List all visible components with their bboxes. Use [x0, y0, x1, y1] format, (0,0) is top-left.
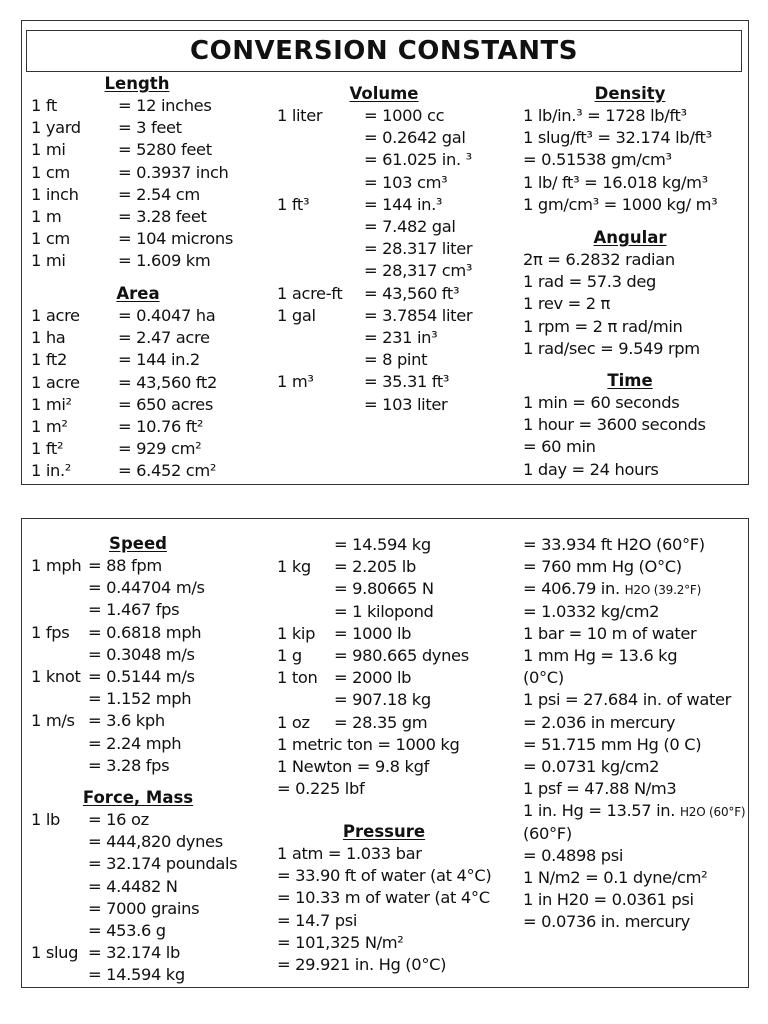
area-row-key: 1 ft² [31, 439, 64, 459]
angular-line: 2π = 6.2832 radian [523, 250, 675, 269]
length-row-value: = 104 microns [118, 229, 233, 249]
force-mass-row-value: = 444,820 dynes [88, 832, 223, 852]
length-row-value: = 3 feet [118, 118, 182, 138]
pressure-right-line: = 1.0332 kg/cm2 [523, 601, 660, 621]
area-row-key: 1 m² [31, 417, 68, 436]
pressure-right-line: (0°C) [523, 668, 564, 688]
force-mass-row-value: = 7000 grains [88, 898, 200, 918]
volume-row-key: 1 m³ [277, 372, 314, 392]
volume-row-value: = 28,317 cm³ [364, 261, 473, 281]
area-row-value: = 43,560 ft2 [118, 372, 217, 392]
mass-row-key: 1 kip [277, 623, 316, 643]
mass-row-key: 1 ton [277, 668, 318, 688]
page-title: CONVERSION CONSTANTS [26, 30, 742, 72]
area-row-key: 1 in.² [31, 461, 71, 481]
volume-row-value: = 61.025 in. ³ [364, 150, 472, 170]
mass-line: = 0.225 lbf [277, 779, 365, 799]
length-heading: Length [104, 74, 170, 93]
pressure-right-line: = 0.0731 kg/cm2 [523, 757, 660, 776]
mass-line: 1 metric ton = 1000 kg [277, 734, 460, 754]
volume-row-key: 1 liter [277, 106, 323, 125]
area-row-key: 1 ha [31, 328, 66, 348]
length-row-value: = 2.54 cm [118, 184, 200, 204]
angular-line: 1 rev = 2 π [523, 294, 611, 314]
h2o-60f-note: H2O (60°F) [679, 805, 746, 820]
speed-row-key: 1 fps [31, 622, 70, 642]
pressure-right-line: = 2.036 in mercury [523, 712, 676, 732]
length-row-key: 1 inch [31, 184, 79, 204]
volume-row-value: = 8 pint [364, 350, 428, 370]
time-line: = 60 min [523, 437, 596, 457]
length-row-value: = 3.28 feet [118, 207, 207, 226]
force-mass-row-value: = 16 oz [88, 810, 149, 829]
volume-row-value: = 144 in.³ [364, 194, 443, 214]
density-heading: Density [594, 84, 666, 103]
pressure-line: = 29.921 in. Hg (0°C) [277, 955, 447, 974]
density-line: 1 lb/ ft³ = 16.018 kg/m³ [523, 172, 708, 192]
pressure-right-line: 1 psi = 27.684 in. of water [523, 690, 732, 710]
area-row-key: 1 acre [31, 372, 80, 392]
mass-line: 1 Newton = 9.8 kgf [277, 757, 429, 776]
angular-line: 1 rad/sec = 9.549 rpm [523, 338, 700, 358]
density-line: 1 gm/cm³ = 1000 kg/ m³ [523, 194, 718, 214]
area-heading: Area [116, 284, 160, 303]
mass-row-key: 1 g [277, 646, 302, 665]
angular-heading: Angular [593, 228, 667, 247]
time-line: 1 day = 24 hours [523, 459, 659, 479]
pressure-line: = 101,325 N/m² [277, 932, 404, 952]
angular-line: 1 rad = 57.3 deg [523, 272, 657, 292]
time-line: 1 hour = 3600 seconds [523, 415, 706, 435]
speed-row-value: = 0.6818 mph [88, 622, 202, 642]
volume-row-value: = 1000 cc [364, 106, 445, 125]
speed-row-value: = 1.152 mph [88, 689, 192, 709]
pressure-line: 1 atm = 1.033 bar [277, 844, 422, 863]
volume-row-value: = 43,560 ft³ [364, 283, 460, 303]
volume-row-value: = 3.7854 liter [364, 305, 473, 325]
density-line: = 0.51538 gm/cm³ [523, 150, 672, 170]
area-row-value: = 10.76 ft² [118, 417, 204, 436]
force-mass-row-value: = 14.594 kg [88, 965, 185, 985]
length-row-key: 1 mi [31, 251, 66, 271]
length-row-key: 1 mi [31, 140, 66, 160]
h2o-39f-note: H2O (39.2°F) [624, 583, 702, 598]
speed-row-value: = 3.28 fps [88, 755, 170, 775]
pressure-right-line: 1 in H20 = 0.0361 psi [523, 890, 694, 910]
pressure-right-line: 1 bar = 10 m of water [523, 623, 697, 643]
pressure-right-line: (60°F) [523, 823, 572, 843]
speed-row-value: = 0.5144 m/s [88, 667, 195, 686]
force-mass-row-value: = 4.4482 N [88, 876, 178, 896]
speed-row-value: = 3.6 kph [88, 711, 165, 731]
pressure-right-line: 1 in. Hg = 13.57 in. H2O (60°F) [523, 801, 746, 821]
volume-heading: Volume [349, 84, 419, 103]
mass-row-value: = 14.594 kg [334, 535, 431, 554]
mass-row-key: 1 oz [277, 712, 310, 732]
mass-row-value: = 28.35 gm [334, 712, 428, 732]
pressure-right-line: = 51.715 mm Hg (0 C) [523, 734, 702, 754]
time-line: 1 min = 60 seconds [523, 393, 680, 412]
length-row-key: 1 yard [31, 118, 81, 138]
mass-row-value: = 980.665 dynes [334, 646, 469, 665]
pressure-right-line: = 0.0736 in. mercury [523, 912, 690, 932]
pressure-line: = 10.33 m of water (at 4°C [277, 888, 490, 908]
pressure-right-line: = 0.4898 psi [523, 845, 624, 865]
area-row-value: = 6.452 cm² [118, 461, 217, 481]
mass-row-value: = 2000 lb [334, 668, 412, 688]
speed-heading: Speed [109, 534, 167, 553]
pressure-right-line: 1 N/m2 = 0.1 dyne/cm² [523, 868, 708, 887]
force-mass-row-value: = 32.174 lb [88, 943, 180, 963]
pressure-right-line: 1 psf = 47.88 N/m3 [523, 779, 677, 799]
volume-row-value: = 231 in³ [364, 328, 438, 347]
area-row-key: 1 acre [31, 306, 80, 325]
speed-row-key: 1 knot [31, 667, 81, 686]
pressure-line: = 14.7 psi [277, 910, 358, 930]
area-row-value: = 650 acres [118, 394, 213, 414]
volume-row-key: 1 acre-ft [277, 283, 343, 303]
area-row-key: 1 mi² [31, 394, 72, 414]
mass-row-key: 1 kg [277, 557, 311, 577]
pressure-line: = 33.90 ft of water (at 4°C) [277, 866, 492, 886]
volume-row-value: = 7.482 gal [364, 217, 456, 236]
volume-row-value: = 0.2642 gal [364, 128, 466, 148]
force-mass-row-key: 1 slug [31, 943, 79, 963]
pressure-heading: Pressure [342, 822, 426, 841]
mass-row-value: = 2.205 lb [334, 557, 416, 577]
length-row-key: 1 m [31, 207, 62, 226]
volume-row-key: 1 gal [277, 305, 316, 325]
speed-row-value: = 0.44704 m/s [88, 578, 205, 598]
volume-row-value: = 103 liter [364, 394, 448, 414]
volume-row-value: = 35.31 ft³ [364, 372, 450, 392]
force-mass-heading: Force, Mass [82, 788, 194, 807]
length-row-key: 1 cm [31, 162, 70, 182]
density-line: 1 lb/in.³ = 1728 lb/ft³ [523, 106, 687, 125]
mass-row-value: = 9.80665 N [334, 579, 434, 599]
speed-row-value: = 2.24 mph [88, 733, 182, 753]
length-row-value: = 0.3937 inch [118, 162, 229, 182]
force-mass-row-key: 1 lb [31, 810, 60, 829]
volume-row-value: = 103 cm³ [364, 172, 448, 192]
pressure-right-line: 1 mm Hg = 13.6 kg [523, 646, 678, 665]
mass-row-value: = 907.18 kg [334, 690, 431, 710]
pressure-right-line: = 406.79 in. H2O (39.2°F) [523, 579, 702, 599]
speed-row-key: 1 m/s [31, 711, 75, 731]
force-mass-row-value: = 32.174 poundals [88, 854, 238, 874]
speed-row-value: = 88 fpm [88, 556, 162, 575]
area-row-value: = 2.47 acre [118, 328, 210, 348]
density-line: 1 slug/ft³ = 32.174 lb/ft³ [523, 128, 712, 148]
pressure-right-line: = 33.934 ft H2O (60°F) [523, 535, 705, 554]
speed-row-value: = 0.3048 m/s [88, 644, 195, 664]
length-row-value: = 1.609 km [118, 251, 211, 271]
length-row-value: = 5280 feet [118, 140, 212, 160]
length-row-key: 1 cm [31, 229, 70, 249]
length-row-key: 1 ft [31, 96, 57, 115]
speed-row-key: 1 mph [31, 556, 82, 575]
speed-row-value: = 1.467 fps [88, 600, 180, 620]
angular-line: 1 rpm = 2 π rad/min [523, 316, 683, 336]
volume-row-value: = 28.317 liter [364, 239, 473, 259]
area-row-value: = 929 cm² [118, 439, 202, 459]
mass-row-value: = 1 kilopond [334, 601, 434, 621]
pressure-right-line: = 760 mm Hg (O°C) [523, 557, 682, 577]
area-row-key: 1 ft2 [31, 350, 67, 370]
time-heading: Time [607, 371, 653, 390]
area-row-value: = 144 in.2 [118, 350, 200, 370]
length-row-value: = 12 inches [118, 96, 212, 115]
mass-row-value: = 1000 lb [334, 623, 412, 643]
volume-row-key: 1 ft³ [277, 194, 310, 214]
area-row-value: = 0.4047 ha [118, 306, 216, 325]
force-mass-row-value: = 453.6 g [88, 921, 166, 940]
